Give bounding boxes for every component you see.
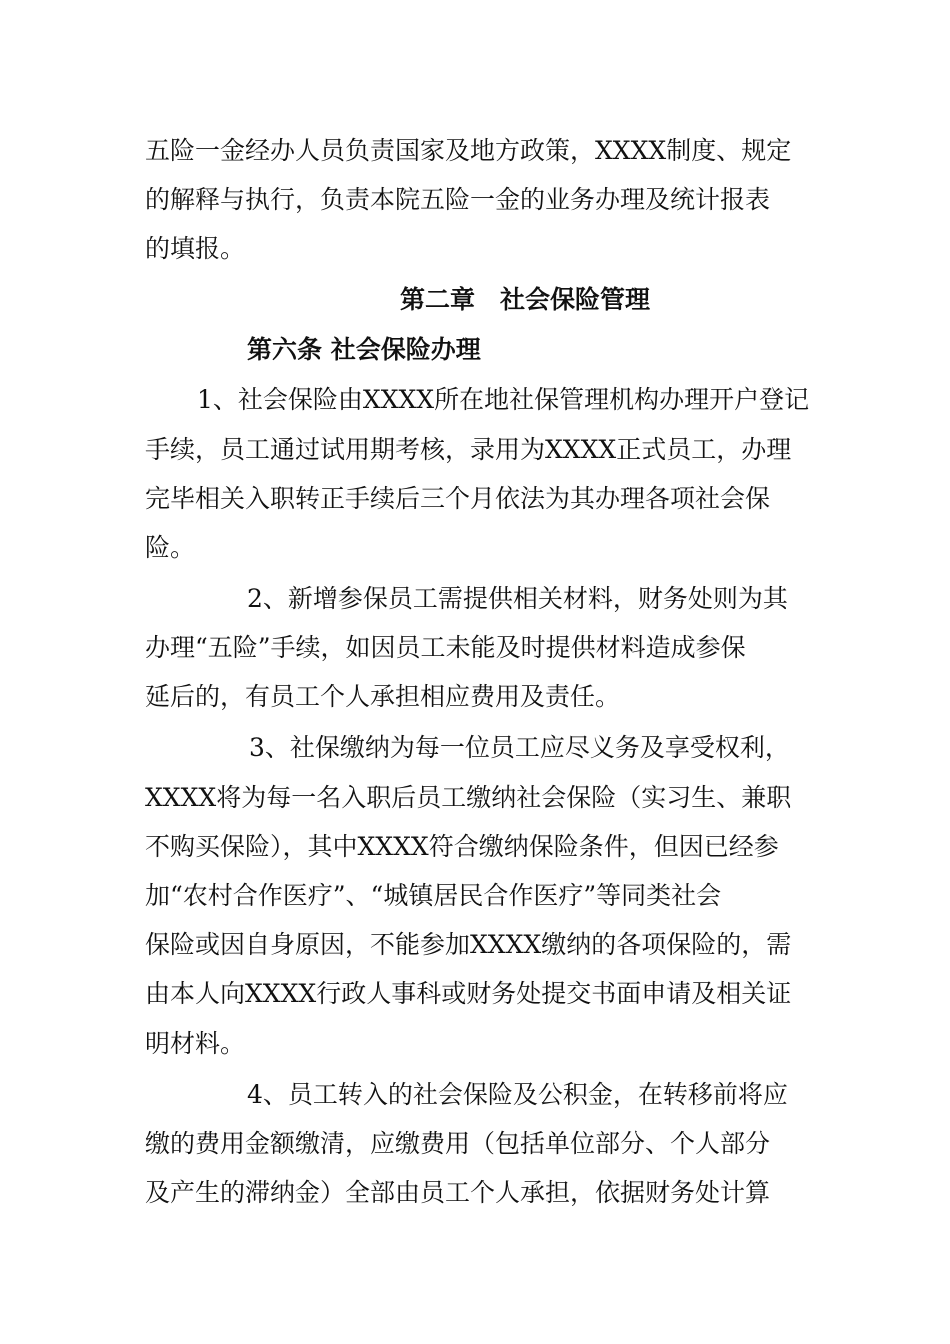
text-line: 险。: [145, 533, 196, 562]
text-line: 缴的费用金额缴清，应缴费用（包括单位部分、个人部分: [145, 1129, 771, 1158]
text-line: 3、社保缴纳为每一位员工应尽义务及享受权利，: [249, 733, 790, 762]
text-line: 加“农村合作医疗”、“城镇居民合作医疗”等同类社会: [145, 881, 722, 910]
article-heading: 第六条 社会保险办理: [247, 335, 481, 364]
text-line: 2、新增参保员工需提供相关材料，财务处则为其: [247, 584, 788, 613]
chapter-heading: 第二章 社会保险管理: [400, 285, 651, 314]
text-line: 的填报。: [145, 234, 246, 263]
text-line: 4、员工转入的社会保险及公积金，在转移前将应: [247, 1080, 788, 1109]
text-line: 手续，员工通过试用期考核，录用为XXXX正式员工，办理: [145, 435, 792, 464]
text-line: 的解释与执行，负责本院五险一金的业务办理及统计报表: [145, 185, 771, 214]
text-line: 延后的，有员工个人承担相应费用及责任。: [145, 682, 621, 711]
text-line: 不购买保险），其中XXXX符合缴纳保险条件，但因已经参: [145, 832, 779, 861]
text-line: 由本人向XXXX行政人事科或财务处提交书面申请及相关证: [145, 979, 792, 1008]
text-line: 1、社会保险由XXXX所在地社保管理机构办理开户登记: [197, 385, 810, 414]
text-line: 办理“五险”手续，如因员工未能及时提供材料造成参保: [145, 633, 746, 662]
text-line: XXXX将为每一名入职后员工缴纳社会保险（实习生、兼职: [145, 783, 792, 812]
text-line: 五险一金经办人员负责国家及地方政策，XXXX制度、规定: [145, 136, 792, 165]
text-line: 完毕相关入职转正手续后三个月依法为其办理各项社会保: [145, 484, 771, 513]
text-line: 及产生的滞纳金）全部由员工个人承担，依据财务处计算: [145, 1178, 771, 1207]
text-line: 明材料。: [145, 1029, 246, 1058]
text-line: 保险或因自身原因，不能参加XXXX缴纳的各项保险的，需: [145, 930, 792, 959]
